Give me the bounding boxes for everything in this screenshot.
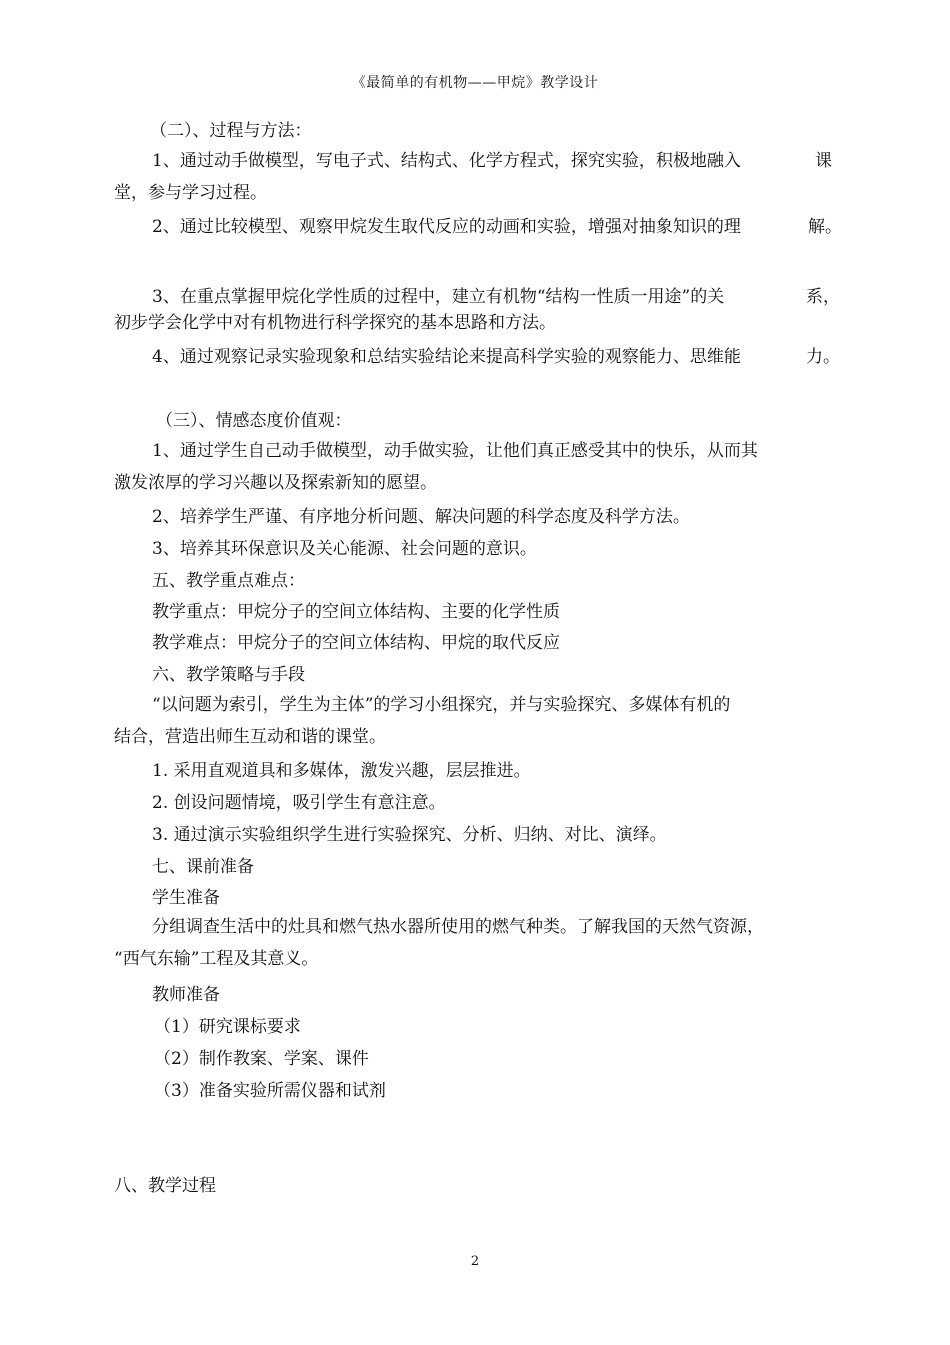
process-methods-item-1 (114, 150, 854, 172)
strategy-heading: 六、教学策略与手段 (152, 665, 305, 685)
student-prep-text-cont: “西气东输”工程及其意义。 (114, 949, 319, 969)
strategy-item-3: 3. 通过演示实验组织学生进行实验探究、分析、归纳、对比、演绎。 (152, 825, 667, 845)
key-point-text: 教学重点：甲烷分子的空间立体结构、主要的化学性质 (152, 602, 560, 622)
process-methods-item-2 (114, 216, 854, 238)
student-prep-text: 分组调查生活中的灶具和燃气热水器所使用的燃气种类。了解我国的天然气资源， (152, 917, 764, 937)
difficulty-text: 教学难点：甲烷分子的空间立体结构、甲烷的取代反应 (152, 633, 560, 653)
item-text: 3、在重点掌握甲烷化学性质的过程中，建立有机物“结构一性质一用途”的关 (152, 287, 725, 307)
teacher-prep-item-1: （1）研究课标要求 (154, 1017, 301, 1037)
strategy-intro-cont: 结合，营造出师生互动和谐的课堂。 (114, 727, 386, 747)
page-header: 《最简单的有机物——甲烷》教学设计 (351, 75, 599, 91)
strategy-item-2: 2. 创设问题情境，吸引学生有意注意。 (152, 793, 446, 813)
teacher-prep-item-2: （2）制作教案、学案、课件 (154, 1049, 369, 1069)
emotion-values-heading: （三）、情感态度价值观： (156, 411, 352, 431)
item-tail: 系， (806, 287, 840, 307)
strategy-item-1: 1. 采用直观道具和多媒体，激发兴趣，层层推进。 (152, 761, 531, 781)
process-methods-item-1-cont: 堂，参与学习过程。 (114, 183, 267, 203)
teaching-process-heading: 八、教学过程 (114, 1176, 216, 1196)
emotion-values-item-1: 1、通过学生自己动手做模型，动手做实验，让他们真正感受其中的快乐，从而其 (152, 441, 758, 461)
strategy-intro: “以问题为索引，学生为主体”的学习小组探究，并与实验探究、多媒体有机的 (152, 695, 731, 715)
process-methods-item-3-cont: 初步学会化学中对有机物进行科学探究的基本思路和方法。 (114, 313, 556, 333)
student-prep-heading: 学生准备 (152, 888, 220, 908)
item-tail: 力。 (806, 347, 840, 367)
item-text: 1、通过动手做模型，写电子式、结构式、化学方程式，探究实验，积极地融入 (152, 151, 741, 171)
item-tail: 课 (815, 151, 832, 171)
process-methods-item-4 (114, 346, 854, 368)
item-text: 2、通过比较模型、观察甲烷发生取代反应的动画和实验，增强对抽象知识的理 (152, 217, 741, 237)
teacher-prep-item-3: （3）准备实验所需仪器和试剂 (154, 1081, 386, 1101)
process-methods-heading: （二）、过程与方法： (150, 121, 312, 141)
item-tail: 解。 (808, 217, 842, 237)
key-points-heading: 五、教学重点难点： (152, 571, 305, 591)
emotion-values-item-2: 2、培养学生严谨、有序地分析问题、解决问题的科学态度及科学方法。 (152, 507, 690, 527)
preparation-heading: 七、课前准备 (152, 857, 254, 877)
emotion-values-item-3: 3、培养其环保意识及关心能源、社会问题的意识。 (152, 539, 537, 559)
page-number: 2 (470, 1254, 480, 1269)
item-text: 4、通过观察记录实验现象和总结实验结论来提高科学实验的观察能力、思维能 (152, 347, 741, 367)
process-methods-item-3 (114, 286, 854, 308)
teacher-prep-heading: 教师准备 (152, 985, 220, 1005)
emotion-values-item-1-cont: 激发浓厚的学习兴趣以及探索新知的愿望。 (114, 473, 437, 493)
